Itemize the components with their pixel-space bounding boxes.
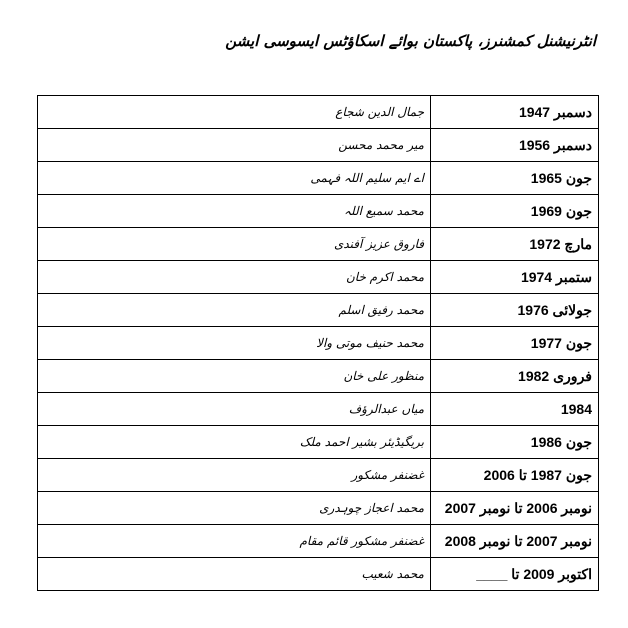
commissioner-name: غضنفر مشکور قائم مقام xyxy=(38,525,431,558)
commissioners-table xyxy=(37,95,599,591)
commissioner-name: محمد شعیب xyxy=(38,558,431,591)
table-row xyxy=(38,459,599,492)
table-row xyxy=(38,525,599,558)
tenure-date: جولائی 1976 xyxy=(431,294,599,327)
commissioner-name: محمد رفیق اسلم xyxy=(38,294,431,327)
table-row xyxy=(38,558,599,591)
tenure-date: دسمبر 1956 xyxy=(431,129,599,162)
table-row xyxy=(38,261,599,294)
tenure-date: جون 1965 xyxy=(431,162,599,195)
table-row xyxy=(38,162,599,195)
commissioner-name: فاروق عزیز آفندی xyxy=(38,228,431,261)
commissioner-name: بریگیڈیئر بشیر احمد ملک xyxy=(38,426,431,459)
commissioner-name: منظور علی خان xyxy=(38,360,431,393)
table-row xyxy=(38,96,599,129)
tenure-date: دسمبر 1947 xyxy=(431,96,599,129)
commissioner-name: غضنفر مشکور xyxy=(38,459,431,492)
tenure-date: نومبر 2006 تا نومبر 2007 xyxy=(431,492,599,525)
commissioner-name: میر محمد محسن xyxy=(38,129,431,162)
tenure-date: 1984 xyxy=(431,393,599,426)
table-row xyxy=(38,492,599,525)
table-row xyxy=(38,195,599,228)
commissioner-name: جمال الدین شجاع xyxy=(38,96,431,129)
table-row xyxy=(38,129,599,162)
commissioner-name: محمد اکرم خان xyxy=(38,261,431,294)
tenure-date: جون 1969 xyxy=(431,195,599,228)
tenure-date: جون 1977 xyxy=(431,327,599,360)
tenure-date: جون 1987 تا 2006 xyxy=(431,459,599,492)
commissioner-name: اے ایم سلیم اللہ فہمی xyxy=(38,162,431,195)
commissioner-name: محمد حنیف موتی والا xyxy=(38,327,431,360)
table-row xyxy=(38,393,599,426)
tenure-date: مارچ 1972 xyxy=(431,228,599,261)
table-row xyxy=(38,294,599,327)
tenure-date: جون 1986 xyxy=(431,426,599,459)
tenure-date: فروری 1982 xyxy=(431,360,599,393)
table-row xyxy=(38,426,599,459)
commissioner-name: میاں عبدالرؤف xyxy=(38,393,431,426)
commissioner-name: محمد سمیع اللہ xyxy=(38,195,431,228)
tenure-date: اکتوبر 2009 تا ____ xyxy=(431,558,599,591)
commissioner-name: محمد اعجاز چوہدری xyxy=(38,492,431,525)
table-row xyxy=(38,228,599,261)
tenure-date: نومبر 2007 تا نومبر 2008 xyxy=(431,525,599,558)
page-title: انٹرنیشنل کمشنرز، پاکستان بوائے اسکاؤٹس ایسوسی ایشن xyxy=(225,32,596,50)
table-row xyxy=(38,360,599,393)
tenure-date: ستمبر 1974 xyxy=(431,261,599,294)
table-row xyxy=(38,327,599,360)
